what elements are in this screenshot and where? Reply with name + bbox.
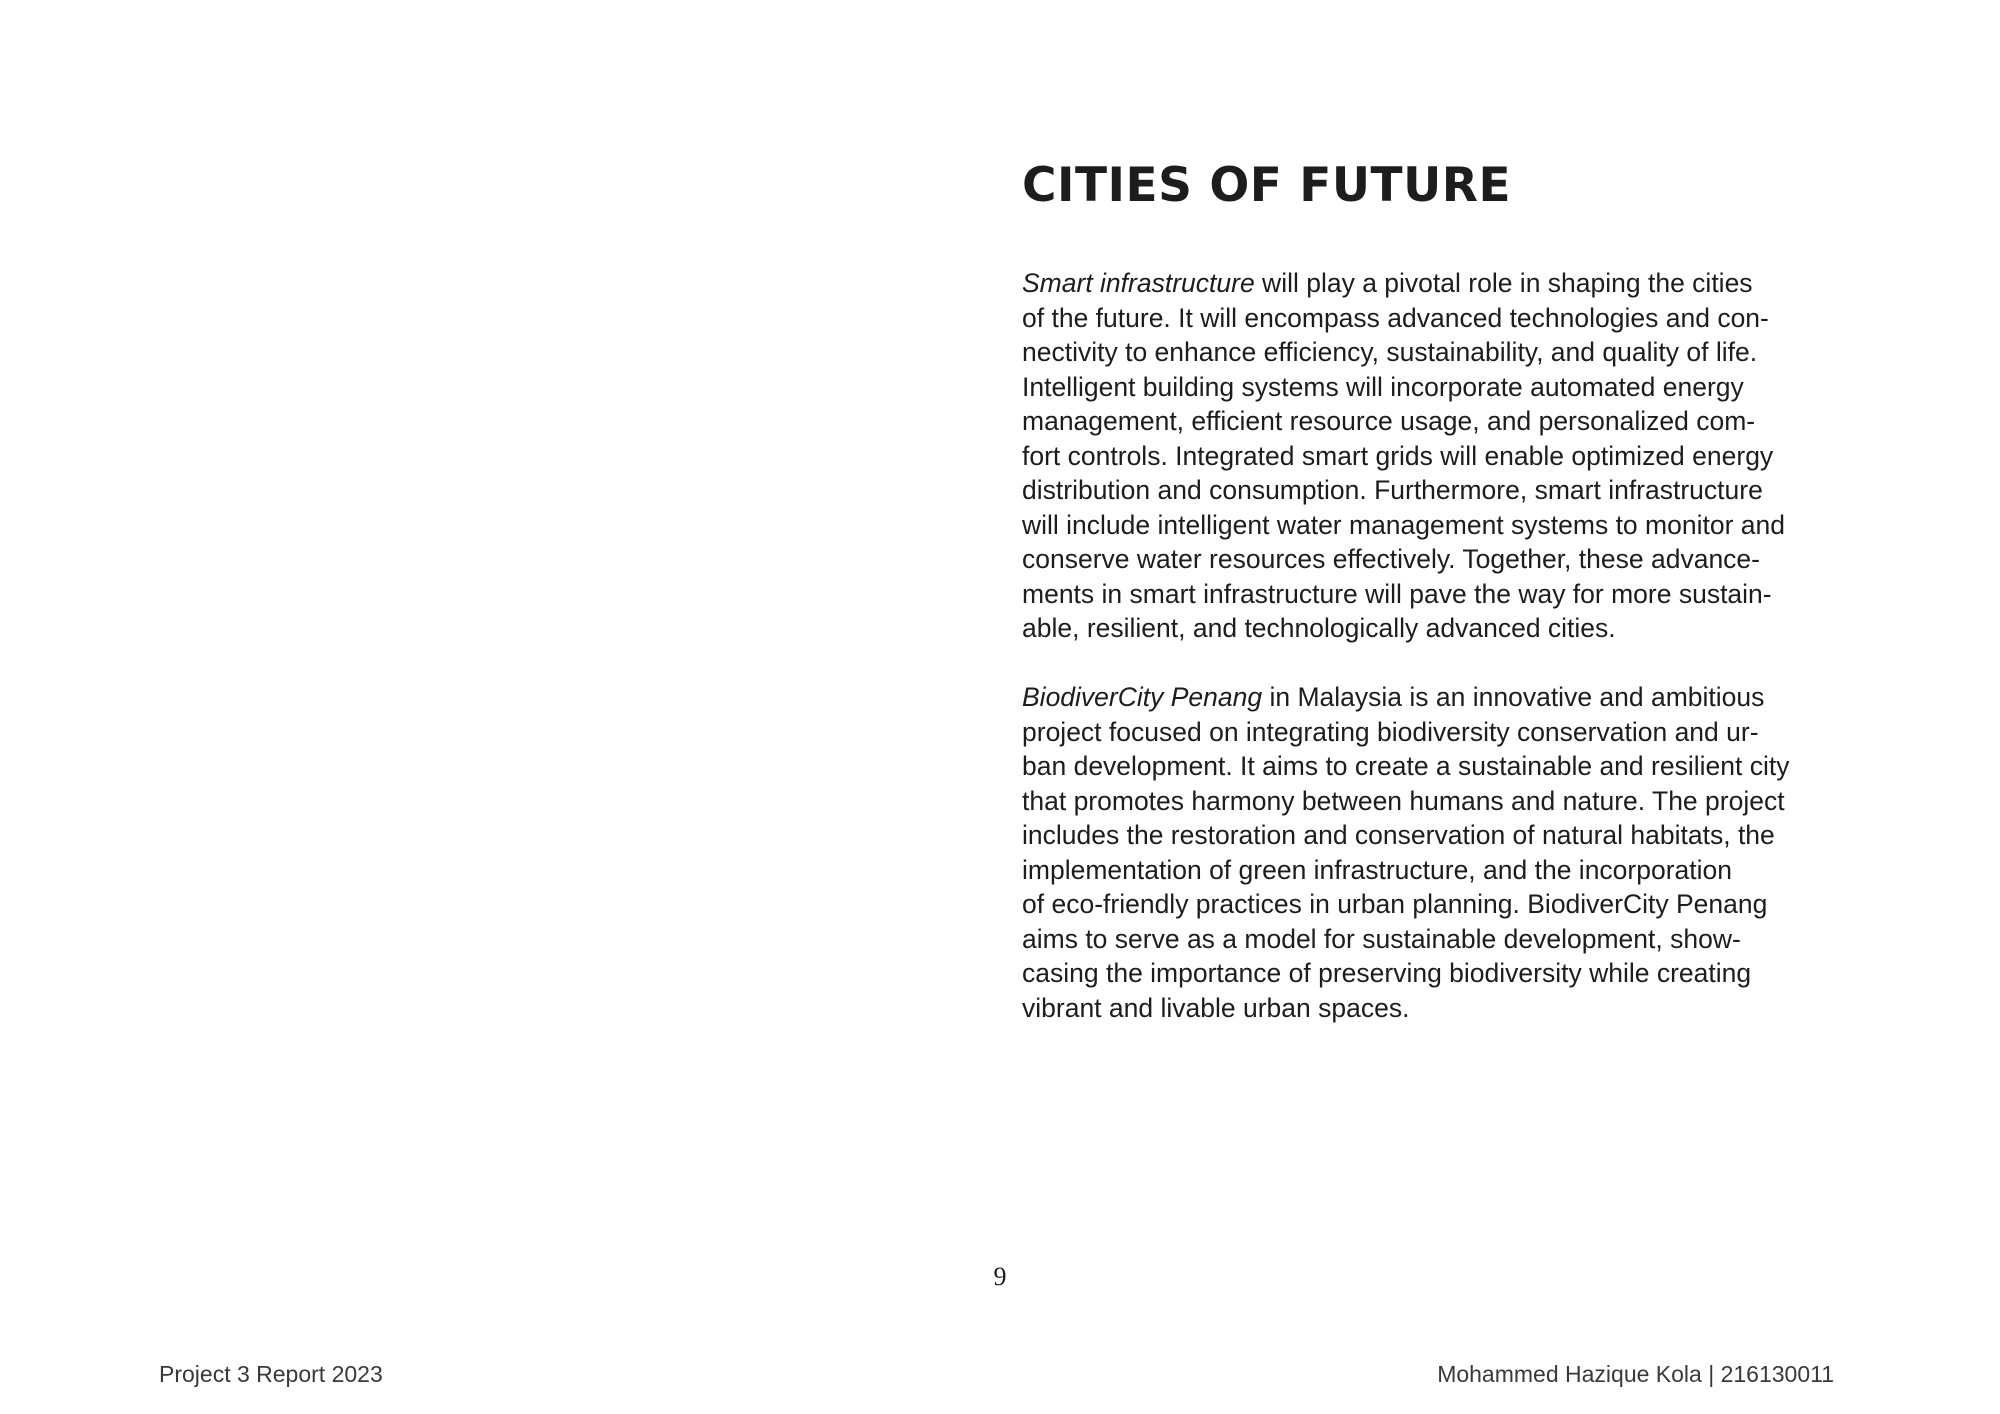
- paragraph-line: casing the importance of preserving biodiversity while creating: [1022, 958, 1752, 988]
- paragraph-lead-term: BiodiverCity Penang: [1022, 682, 1263, 712]
- paragraph-line: conserve water resources effectively. Together, these advance-: [1022, 544, 1760, 574]
- paragraph-line: ban development. It aims to create a sustainable and resilient city: [1022, 751, 1790, 781]
- paragraph-line: vibrant and livable urban spaces.: [1022, 992, 1410, 1023]
- paragraph-line: nectivity to enhance efficiency, sustainability, and quality of life.: [1022, 337, 1758, 367]
- paragraph-line: management, efficient resource usage, and personalized com-: [1022, 406, 1756, 436]
- page-number: 9: [993, 1262, 1007, 1291]
- paragraph-biodivercity-penang: [1022, 680, 1862, 1025]
- paragraph-line: distribution and consumption. Furthermore, smart infrastructure: [1022, 475, 1763, 505]
- footer-author: Mohammed Hazique Kola | 216130011: [1437, 1361, 1834, 1387]
- paragraph-line: includes the restoration and conservation of natural habitats, the: [1022, 820, 1775, 850]
- paragraph-line: able, resilient, and technologically advanced cities.: [1022, 613, 1616, 643]
- paragraph-line: Smart infrastructure will play a pivotal role in shaping the cities: [1022, 268, 1753, 298]
- paragraph-smart-infrastructure: [1022, 266, 1862, 646]
- paragraph-line: fort controls. Integrated smart grids will enable optimized energy: [1022, 440, 1774, 471]
- page-title: CITIES OF FUTURE: [1022, 158, 1512, 213]
- paragraph-line: that promotes harmony between humans and nature. The project: [1022, 785, 1785, 816]
- paragraph-lead-term: Smart infrastructure: [1022, 268, 1255, 298]
- paragraph-line: Intelligent building systems will incorporate automated energy: [1022, 371, 1744, 402]
- paragraph-line: of the future. It will encompass advanced technologies and con-: [1022, 302, 1769, 333]
- paragraph-line: project focused on integrating biodiversity conservation and ur-: [1022, 716, 1759, 747]
- paragraph-line: implementation of green infrastructure, and the incorporation: [1022, 854, 1733, 885]
- paragraph-line: ments in smart infrastructure will pave the way for more sustain-: [1022, 578, 1772, 609]
- paragraph-line: BiodiverCity Penang in Malaysia is an innovative and ambitious: [1022, 682, 1765, 712]
- paragraph-line: aims to serve as a model for sustainable development, show-: [1022, 923, 1741, 954]
- footer-report-title: Project 3 Report 2023: [159, 1361, 383, 1387]
- paragraph-line: will include intelligent water management systems to monitor and: [1022, 509, 1785, 540]
- paragraph-line: of eco-friendly practices in urban planning. BiodiverCity Penang: [1022, 889, 1768, 919]
